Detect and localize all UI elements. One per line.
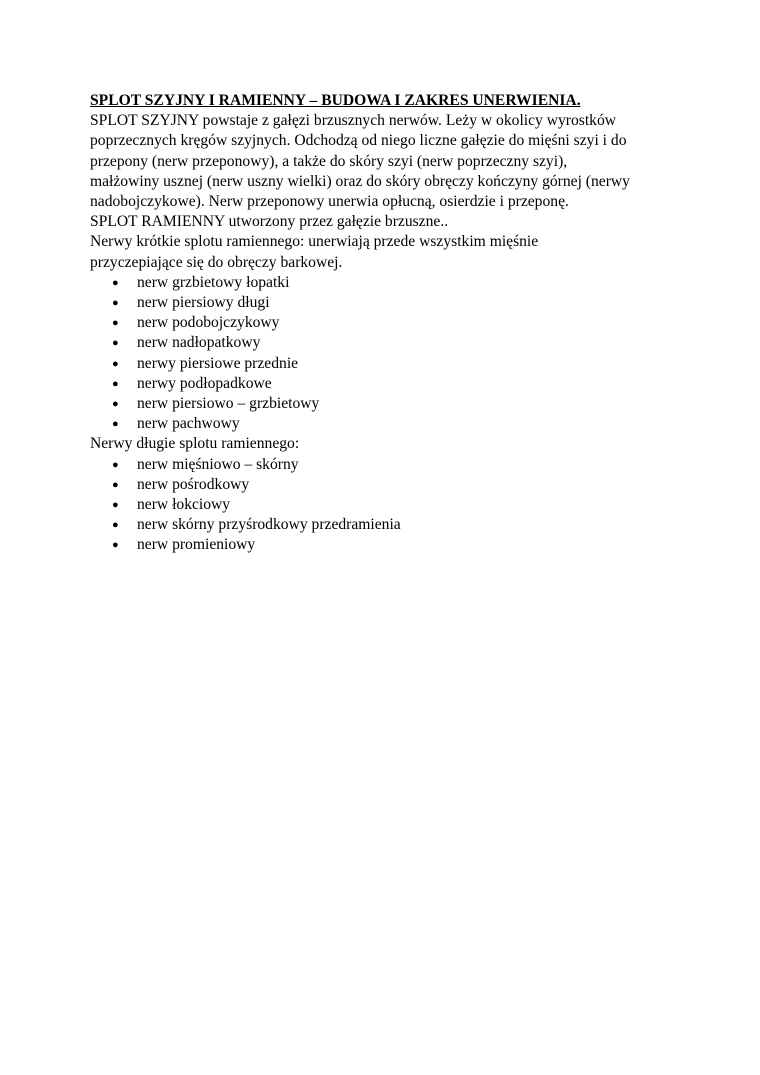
list-item-text: nerw promieniowy (137, 536, 256, 554)
list-item-text: nerw nadłopatkowy (137, 334, 261, 352)
list-item-text: nerw skórny przyśrodkowy przedramienia (137, 516, 401, 534)
cervical-plexus-paragraph (90, 111, 690, 212)
list-item-text: nerwy piersiowe przednie (137, 354, 299, 372)
paragraph-line: przepony (nerw przeponowy), a także do skóry szyi (nerw poprzeczny szyi), (90, 152, 568, 170)
list-item-text: nerw piersiowy długi (137, 294, 270, 312)
long-nerves-list (90, 455, 690, 556)
long-nerves-intro: Nerwy długie splotu ramiennego: (90, 435, 300, 453)
list-item-text: nerw mięśniowo – skórny (137, 455, 299, 473)
bullet-icon: ● (112, 377, 119, 390)
paragraph-line: SPLOT SZYJNY powstaje z gałęzi brzusznych nerwów. Leży w okolicy wyrostków (90, 112, 617, 130)
list-item (90, 354, 690, 374)
list-item (90, 313, 690, 333)
bullet-icon: ● (112, 458, 119, 471)
list-item-text: nerw łokciowy (137, 496, 231, 514)
paragraph-line: Nerwy krótkie splotu ramiennego: unerwiają przede wszystkim mięśnie (90, 233, 539, 251)
list-item (90, 475, 690, 495)
bullet-icon: ● (112, 398, 119, 411)
list-item-text: nerw pośrodkowy (137, 475, 250, 493)
list-item-text: nerwy podłopadkowe (137, 374, 272, 392)
list-item (90, 495, 690, 515)
bullet-icon: ● (112, 357, 119, 370)
bullet-icon: ● (112, 276, 119, 289)
list-item (90, 374, 690, 394)
bullet-icon: ● (112, 499, 119, 512)
bullet-icon: ● (112, 539, 119, 552)
paragraph-line: przyczepiające się do obręczy barkowej. (90, 253, 343, 271)
list-item-text: nerw pachwowy (137, 415, 240, 433)
list-item (90, 515, 690, 535)
list-item (90, 414, 690, 434)
list-item (90, 273, 690, 293)
bullet-icon: ● (112, 478, 119, 491)
short-nerves-intro (90, 232, 690, 272)
list-item-text: nerw grzbietowy łopatki (137, 273, 290, 291)
list-item (90, 333, 690, 353)
bullet-icon: ● (112, 418, 119, 431)
list-item (90, 535, 690, 555)
list-item (90, 293, 690, 313)
list-item (90, 455, 690, 475)
document-title: SPLOT SZYJNY I RAMIENNY – BUDOWA I ZAKRES UNERWIENIA. (90, 92, 581, 109)
short-nerves-list (90, 273, 690, 435)
list-item-text: nerw podobojczykowy (137, 314, 280, 332)
bullet-icon: ● (112, 519, 119, 532)
paragraph-line: nadobojczykowe). Nerw przeponowy unerwia opłucną, osierdzie i przeponę. (90, 193, 569, 211)
bullet-icon: ● (112, 297, 119, 310)
document-page (90, 91, 690, 556)
list-item (90, 394, 690, 414)
paragraph-line: małżowiny usznej (nerw uszny wielki) oraz do skóry obręczy kończyny górnej (nerwy (90, 172, 630, 190)
bullet-icon: ● (112, 317, 119, 330)
brachial-plexus-intro: SPLOT RAMIENNY utworzony przez gałęzie brzuszne.. (90, 213, 449, 231)
paragraph-line: poprzecznych kręgów szyjnych. Odchodzą od niego liczne gałęzie do mięśni szyi i do (90, 132, 627, 150)
list-item-text: nerw piersiowo – grzbietowy (137, 395, 320, 413)
bullet-icon: ● (112, 337, 119, 350)
